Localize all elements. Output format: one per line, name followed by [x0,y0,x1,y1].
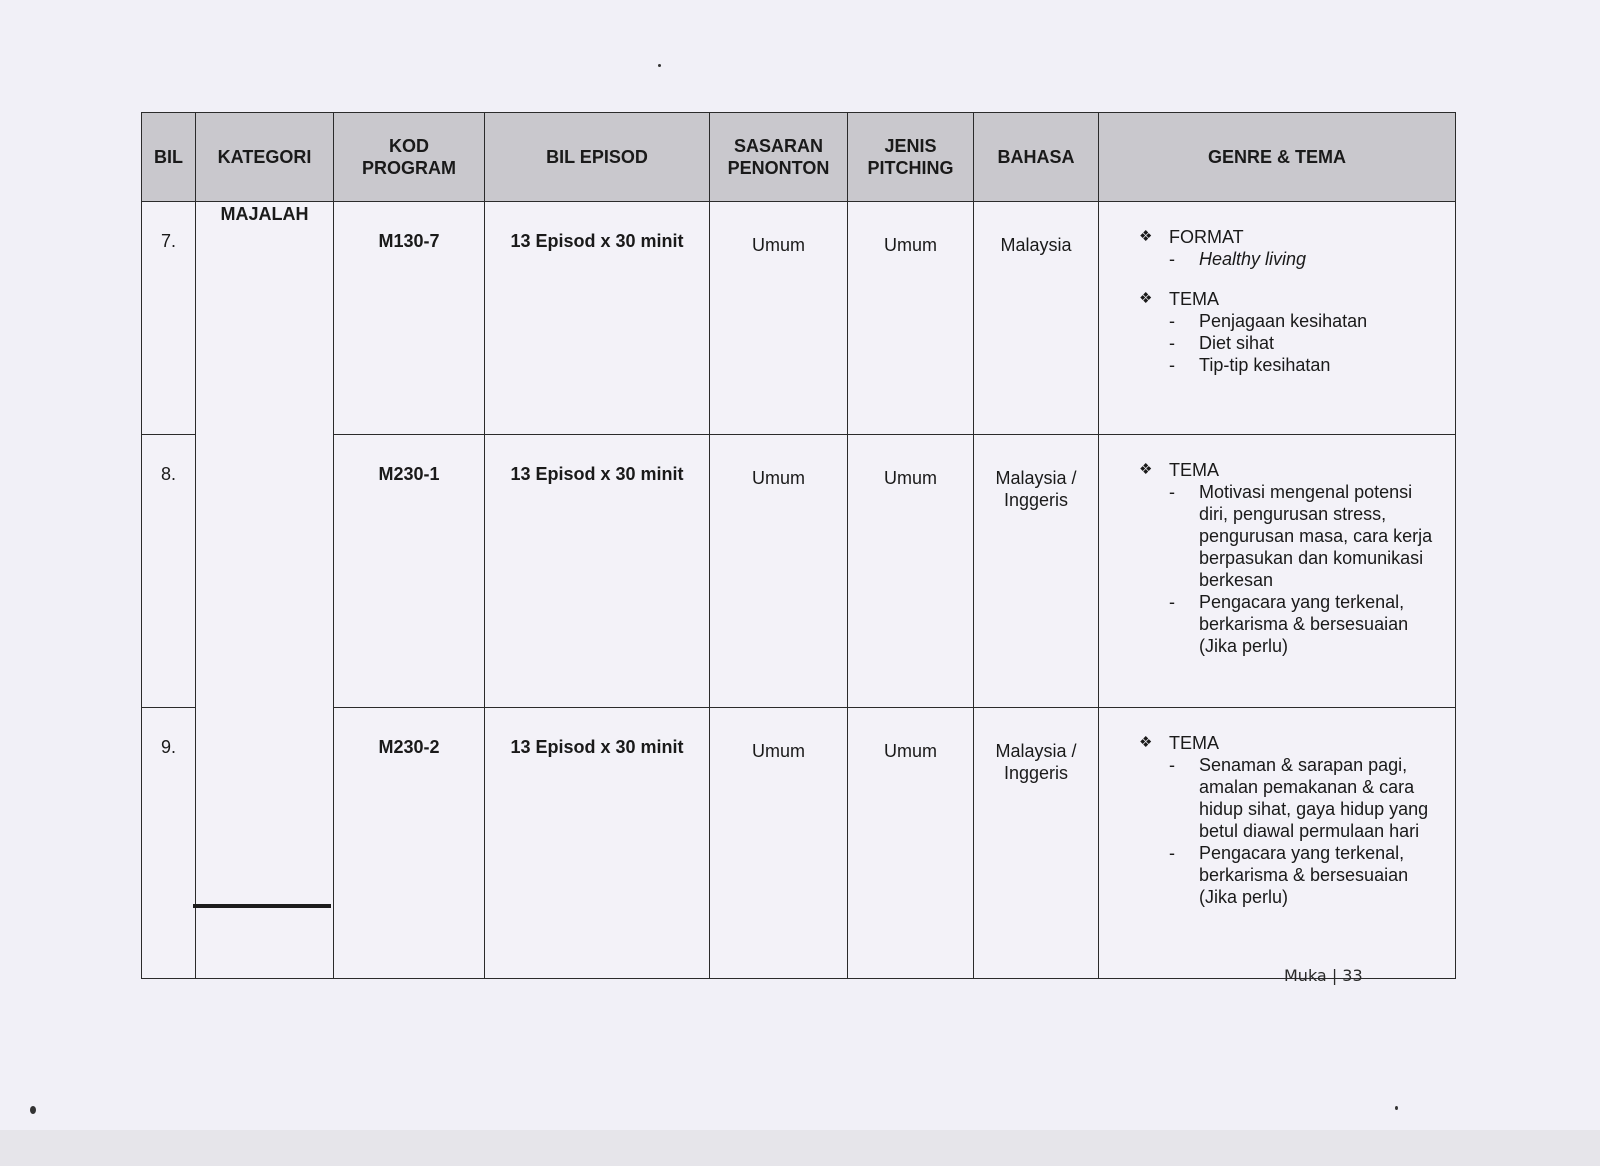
list-item [1169,481,1445,591]
diamond-bullet-icon: ❖ [1139,461,1153,478]
header-genre-tema: GENRE & TEMA [1099,113,1456,202]
section-heading [1139,226,1445,248]
diamond-bullet-icon: ❖ [1139,228,1153,245]
scan-speck [658,64,661,67]
dash-bullet-icon: - [1169,333,1175,353]
cell-bil: 7. [142,202,196,435]
list-item [1169,591,1445,657]
genre-section-tema [1139,459,1445,657]
list-item [1169,754,1445,842]
section-heading [1139,459,1445,481]
program-table-wrapper [141,112,1455,979]
diamond-bullet-icon: ❖ [1139,734,1153,751]
cell-sasaran-penonton: Umum [710,708,848,979]
section-items [1139,754,1445,908]
list-item [1169,354,1445,376]
list-item-text: Motivasi mengenal potensi diri, pengurusan stress, pengurusan masa, cara kerja berpasukan dan komunikasi berkesan [1199,482,1433,590]
list-item-text: Pengacara yang terkenal, berkarisma & bersesuaian (Jika perlu) [1199,592,1409,656]
header-row [142,113,1456,202]
header-bil: BIL [142,113,196,202]
list-item [1169,842,1445,908]
section-title: TEMA [1169,289,1220,309]
list-item-text: Penjagaan kesihatan [1199,311,1368,331]
list-item-text: Tip-tip kesihatan [1199,355,1331,375]
table-row [142,708,1456,979]
header-sasaran-penonton: SASARAN PENONTON [710,113,848,202]
scanner-bottom-strip [0,1130,1600,1166]
cell-kategori: MAJALAH [196,202,334,979]
header-bahasa: BAHASA [974,113,1099,202]
list-item-text: Pengacara yang terkenal, berkarisma & bersesuaian (Jika perlu) [1199,843,1409,907]
cell-bil-episod: 13 Episod x 30 minit [485,202,710,435]
list-item-text: Healthy living [1199,249,1307,269]
cell-sasaran-penonton: Umum [710,435,848,708]
cell-bil-episod: 13 Episod x 30 minit [485,435,710,708]
cell-bil-episod: 13 Episod x 30 minit [485,708,710,979]
dash-bullet-icon: - [1169,755,1175,775]
dash-bullet-icon: - [1169,592,1175,612]
cell-kod-program: M130-7 [334,202,485,435]
section-title: TEMA [1169,460,1220,480]
cell-genre-tema [1099,202,1456,435]
cell-kod-program: M230-2 [334,708,485,979]
list-item-text: Diet sihat [1199,333,1275,353]
scan-speck [30,1106,36,1114]
cell-genre-tema [1099,708,1456,979]
genre-section-tema [1139,732,1445,908]
diamond-bullet-icon: ❖ [1139,290,1153,307]
header-kategori: KATEGORI [196,113,334,202]
genre-section-format [1139,226,1445,270]
section-heading [1139,732,1445,754]
cell-kod-program: M230-1 [334,435,485,708]
scan-speck [1395,1106,1398,1110]
program-table [141,112,1456,979]
cell-bahasa: Malaysia [974,202,1099,435]
cell-bahasa: Malaysia / Inggeris [974,435,1099,708]
section-items [1139,248,1445,270]
cell-bil: 9. [142,708,196,979]
section-title: TEMA [1169,733,1220,753]
cell-genre-tema [1099,435,1456,708]
dash-bullet-icon: - [1169,311,1175,331]
header-jenis-pitching: JENIS PITCHING [848,113,974,202]
list-item-text: Senaman & sarapan pagi, amalan pemakanan & cara hidup sihat, gaya hidup yang betul diawal permulaan hari [1199,755,1429,841]
cell-jenis-pitching: Umum [848,708,974,979]
section-title: FORMAT [1169,227,1244,247]
cell-bil: 8. [142,435,196,708]
dash-bullet-icon: - [1169,249,1175,269]
genre-section-tema [1139,288,1445,376]
section-heading [1139,288,1445,310]
list-item [1169,332,1445,354]
cell-bahasa: Malaysia / Inggeris [974,708,1099,979]
cell-jenis-pitching: Umum [848,435,974,708]
dash-bullet-icon: - [1169,482,1175,502]
cell-jenis-pitching: Umum [848,202,974,435]
page-number: Muka | 33 [1284,966,1363,985]
kategori-underline [193,904,331,908]
header-bil-episod: BIL EPISOD [485,113,710,202]
section-items [1139,481,1445,657]
list-item [1169,248,1445,270]
table-row [142,435,1456,708]
header-kod-program: KOD PROGRAM [334,113,485,202]
dash-bullet-icon: - [1169,843,1175,863]
section-items [1139,310,1445,376]
cell-sasaran-penonton: Umum [710,202,848,435]
list-item [1169,310,1445,332]
table-row [142,202,1456,435]
dash-bullet-icon: - [1169,355,1175,375]
